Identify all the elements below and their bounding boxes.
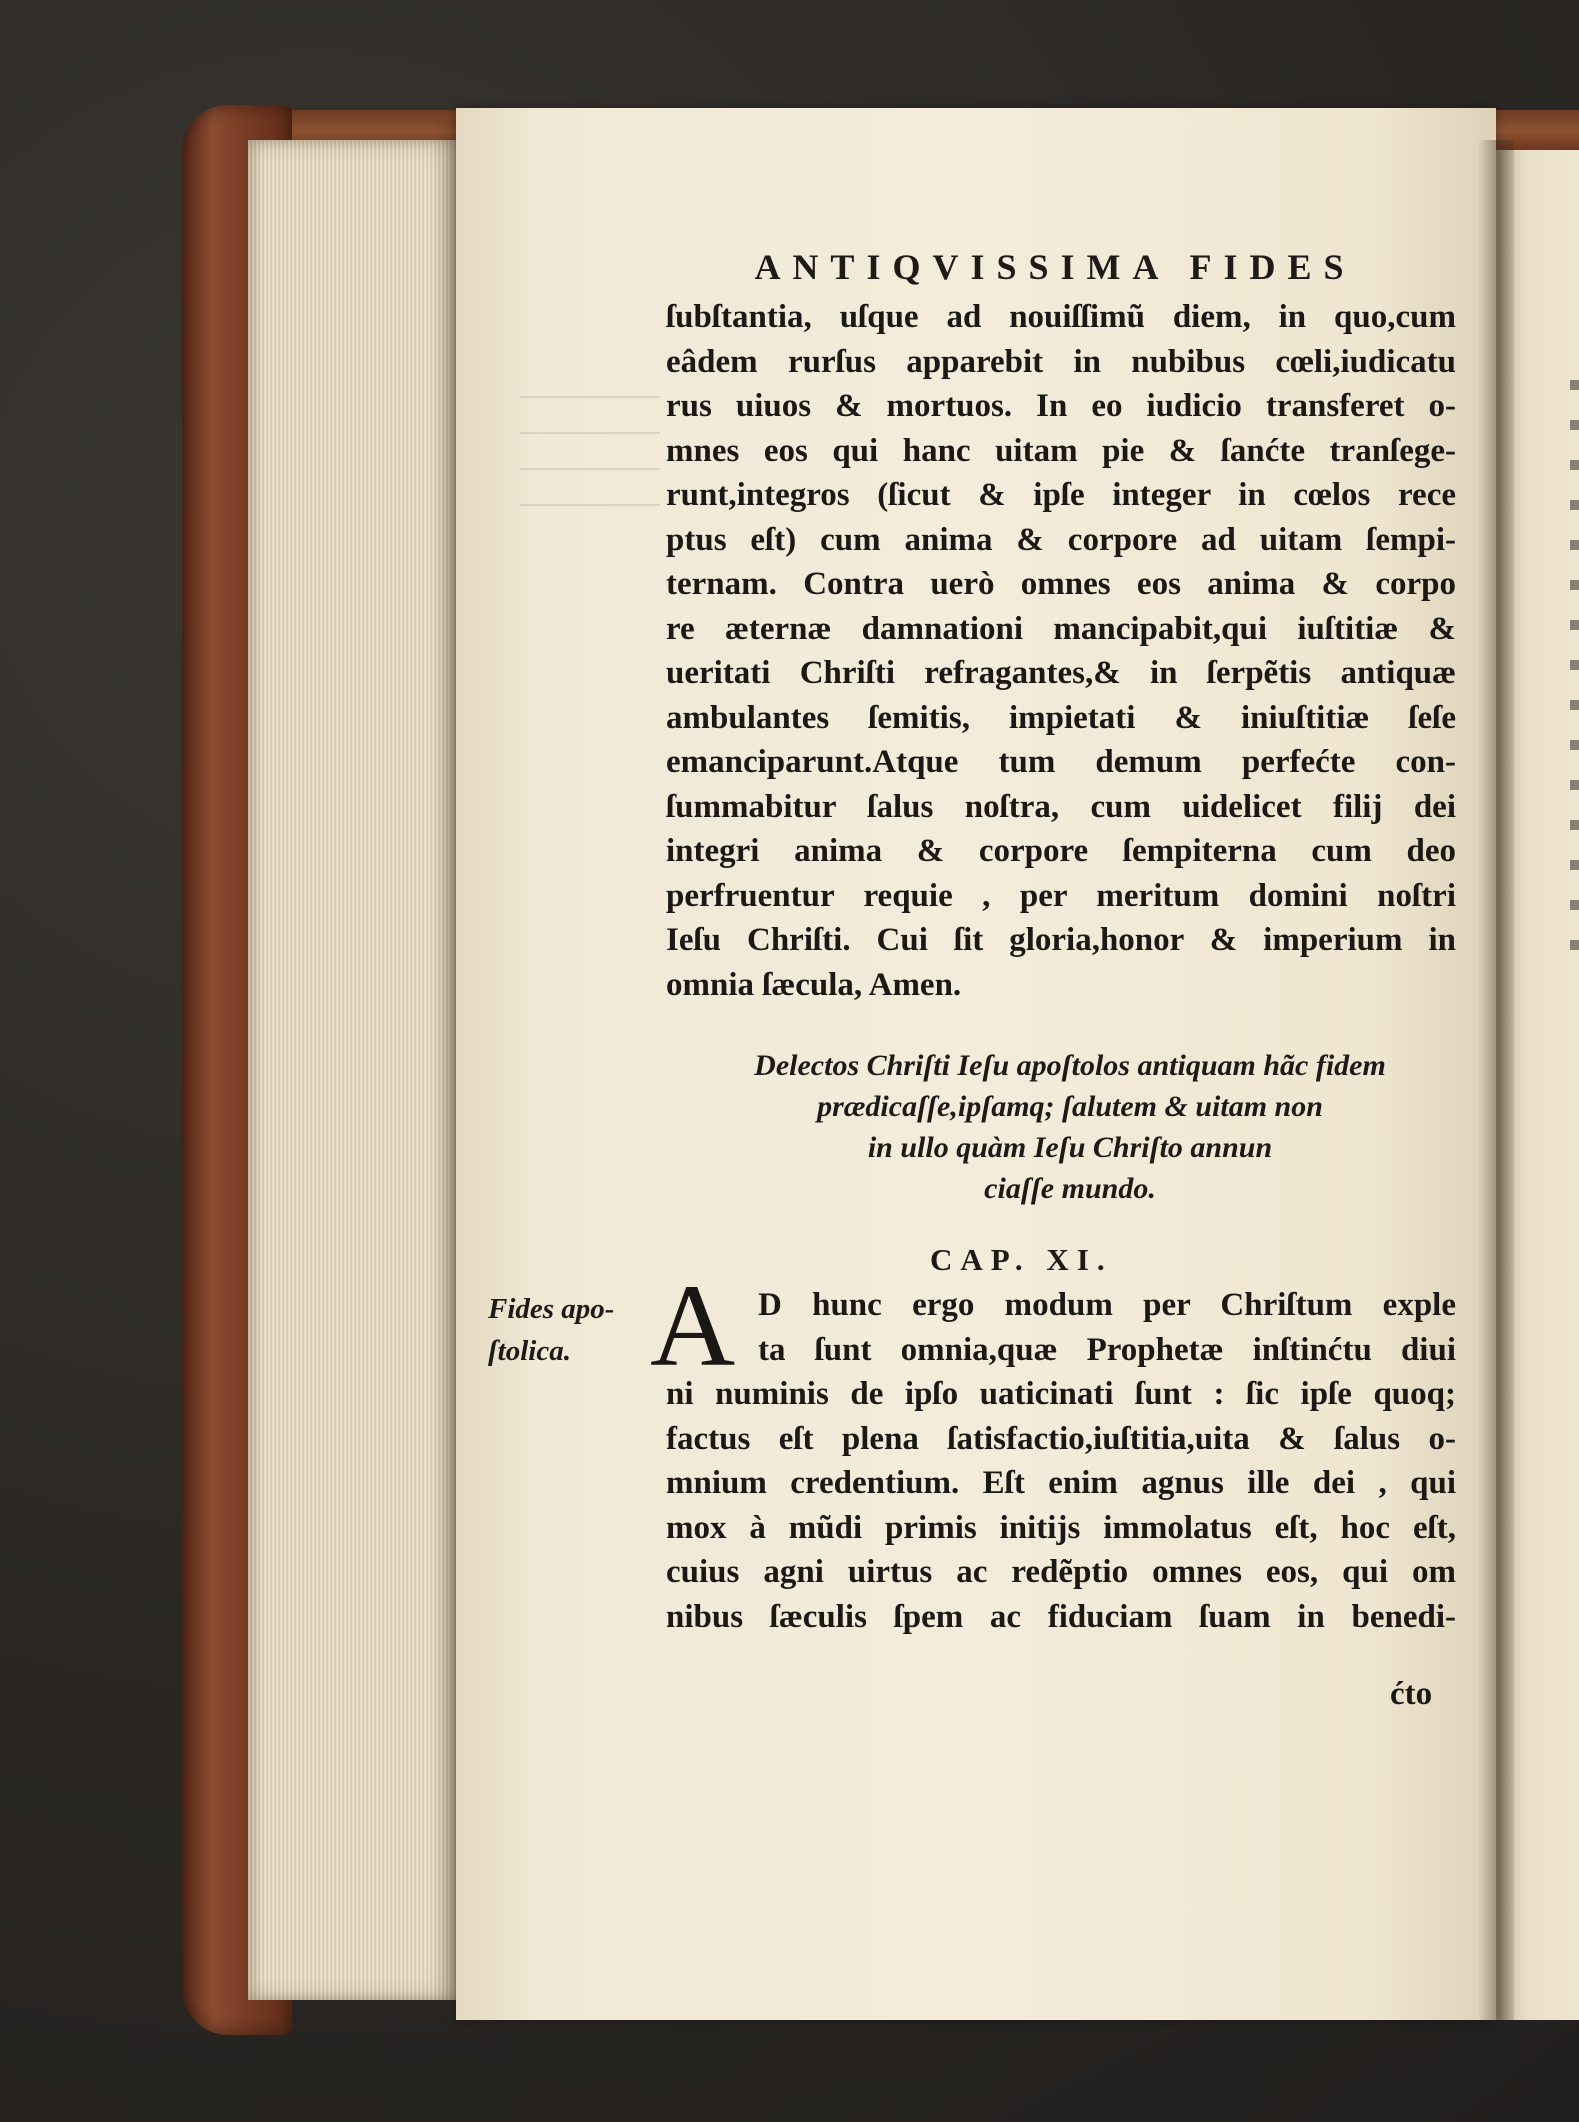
- text-line: emanciparunt.Atque tum demum perfećte con-: [666, 744, 1456, 780]
- text-line: mnes eos qui hanc uitam pie & ſanćte tranſege-: [666, 432, 1456, 469]
- body-text-block: [666, 295, 1456, 1007]
- summary-line: in ullo quàm Ieſu Chriſto annun: [867, 1131, 1273, 1164]
- chapter-summary: [690, 1045, 1450, 1209]
- text-line: ni numinis de ipſo uaticinati ſunt : ſic ipſe quoq;: [666, 1376, 1456, 1412]
- text-line: D hunc ergo modum per Chriſtum exple: [758, 1287, 1456, 1323]
- text-line: omnia ſæcula, Amen.: [666, 966, 962, 1003]
- summary-line: Delectos Chriſti Ieſu apoſtolos antiquam hãc fidem: [754, 1049, 1386, 1082]
- text-line: mox à mũdi primis initijs immolatus eſt, hoc eſt,: [666, 1509, 1456, 1546]
- text-line: ambulantes ſemitis, impietati & iniuſtitiæ ſeſe: [666, 699, 1456, 736]
- summary-line: prædicaſſe,ipſamq; ſalutem & uitam non: [817, 1090, 1323, 1123]
- chapter-heading: CAP. XI.: [930, 1242, 1113, 1277]
- drop-cap-initial: A: [650, 1260, 736, 1391]
- text-line: mnium credentium. Eſt enim agnus ille dei , qui: [666, 1465, 1456, 1501]
- text-line: ſubſtantia, uſque ad nouiſſimũ diem, in quo,cum: [666, 299, 1456, 335]
- page-block-edges: [248, 140, 463, 2000]
- marginal-note: [488, 1288, 648, 1372]
- gutter-shadow: [1478, 140, 1514, 2020]
- text-line: perfruentur requie , per meritum domini noſtri: [666, 877, 1456, 914]
- text-line: re æternæ damnationi mancipabit,qui iuſtitiæ &: [666, 610, 1456, 647]
- marginal-note-line: Fides apo-: [488, 1293, 615, 1325]
- summary-line: ciaſſe mundo.: [984, 1172, 1156, 1205]
- text-line: ueritati Chriſti refragantes,& in ſerpẽtis antiquæ: [666, 655, 1456, 691]
- text-line: rus uiuos & mortuos. In eo iudicio transferet o-: [666, 388, 1456, 424]
- text-line: nibus ſæculis ſpem ac fiduciam ſuam in benedi-: [666, 1598, 1456, 1635]
- text-line: runt,integros (ſicut & ipſe integer in cœlos rece: [666, 477, 1456, 513]
- text-line: cuius agni uirtus ac redẽptio omnes eos, qui om: [666, 1554, 1456, 1590]
- facing-page-text-marks: [1570, 350, 1579, 950]
- text-line: ſummabitur ſalus noſtra, cum uidelicet filij dei: [666, 788, 1456, 825]
- running-title: ANTIQVISSIMA FIDES: [754, 247, 1356, 287]
- text-line: integri anima & corpore ſempiterna cum deo: [666, 833, 1456, 869]
- bleed-through-marks: [520, 370, 660, 530]
- text-line: ternam. Contra uerò omnes eos anima & corpo: [666, 566, 1456, 602]
- catchword: ćto: [1390, 1676, 1433, 1712]
- marginal-note-line: ſtolica.: [488, 1335, 571, 1367]
- text-line: ptus eſt) cum anima & corpore ad uitam ſempi-: [666, 521, 1456, 558]
- text-line: Ieſu Chriſti. Cui ſit gloria,honor & imperium in: [666, 922, 1456, 958]
- text-line: ta ſunt omnia,quæ Prophetæ inſtinćtu diui: [758, 1331, 1456, 1368]
- text-line: eâdem rurſus apparebit in nubibus cœli,iudicatu: [666, 343, 1456, 380]
- chapter-text-block: [666, 1283, 1456, 1639]
- text-line: factus eſt plena ſatisfactio,iuſtitia,uita & ſalus o-: [666, 1420, 1456, 1457]
